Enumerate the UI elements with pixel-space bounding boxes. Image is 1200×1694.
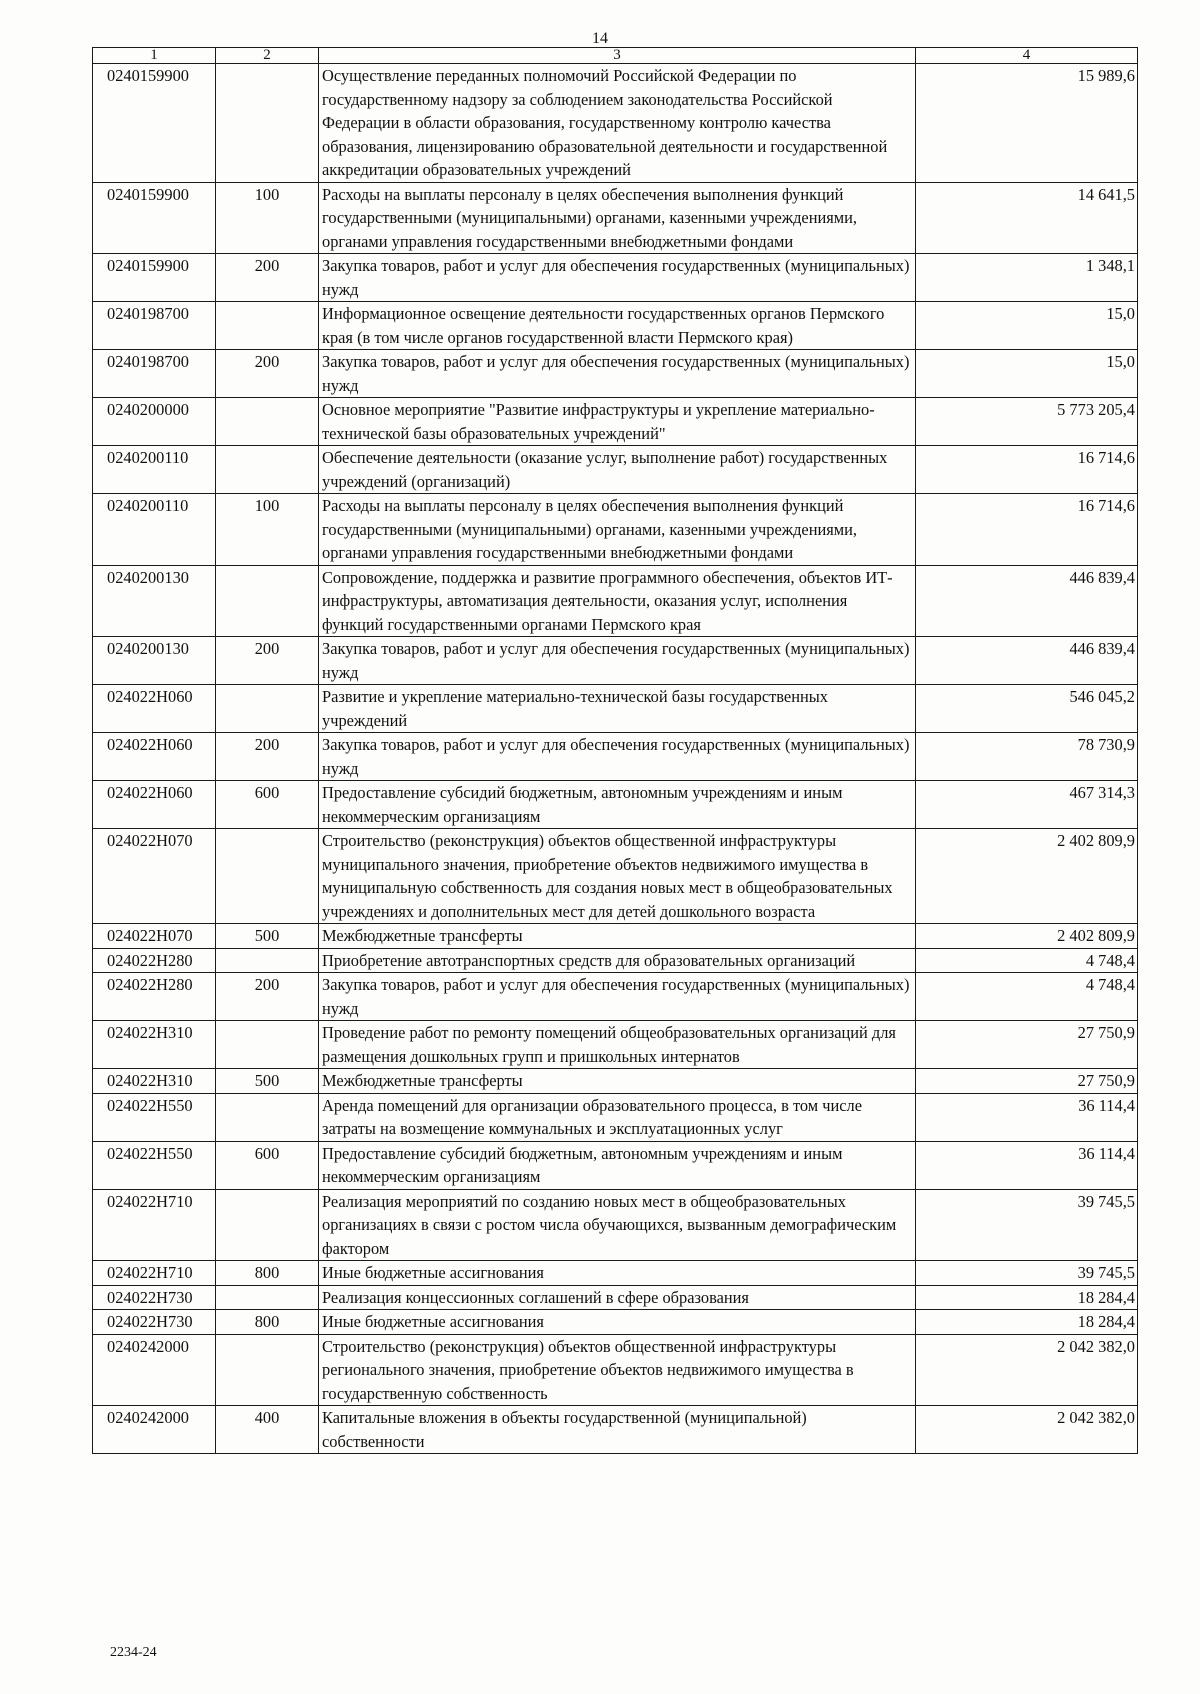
row-sum-cell: 14 641,5 bbox=[916, 182, 1138, 254]
row-name-cell: Закупка товаров, работ и услуг для обеспечения государственных (муниципальных) нужд bbox=[319, 733, 916, 781]
column-header: 1 bbox=[93, 48, 216, 64]
row-type-cell bbox=[216, 1285, 319, 1310]
row-type-cell: 200 bbox=[216, 350, 319, 398]
row-type-cell bbox=[216, 302, 319, 350]
table-row bbox=[93, 948, 1138, 973]
row-name-cell: Основное мероприятие "Развитие инфраструктуры и укрепление материально-технической базы образовательных учреждений" bbox=[319, 398, 916, 446]
table-row bbox=[93, 829, 1138, 924]
row-type-cell bbox=[216, 565, 319, 637]
table-row bbox=[93, 446, 1138, 494]
table-row bbox=[93, 254, 1138, 302]
table-row bbox=[93, 1069, 1138, 1094]
row-code-cell: 0240200000 bbox=[93, 398, 216, 446]
table-row bbox=[93, 733, 1138, 781]
row-type-cell: 100 bbox=[216, 494, 319, 566]
row-sum-cell: 78 730,9 bbox=[916, 733, 1138, 781]
row-type-cell: 800 bbox=[216, 1261, 319, 1286]
row-code-cell: 0240159900 bbox=[93, 254, 216, 302]
row-code-cell: 0240159900 bbox=[93, 64, 216, 183]
table-header-row bbox=[93, 48, 1138, 64]
row-type-cell: 400 bbox=[216, 1406, 319, 1454]
row-name-cell: Расходы на выплаты персоналу в целях обеспечения выполнения функций государственными (муниципальными) органами, казенными учреждениями, органами управления государственными внебюджетными фондами bbox=[319, 182, 916, 254]
table-row bbox=[93, 1334, 1138, 1406]
row-name-cell: Обеспечение деятельности (оказание услуг, выполнение работ) государственных учреждений (организаций) bbox=[319, 446, 916, 494]
row-type-cell bbox=[216, 685, 319, 733]
row-code-cell: 0240200110 bbox=[93, 494, 216, 566]
row-type-cell bbox=[216, 398, 319, 446]
row-sum-cell: 18 284,4 bbox=[916, 1310, 1138, 1335]
row-sum-cell: 2 402 809,9 bbox=[916, 924, 1138, 949]
table-row bbox=[93, 973, 1138, 1021]
budget-table-container bbox=[92, 47, 1137, 1454]
row-type-cell: 500 bbox=[216, 1069, 319, 1094]
row-type-cell: 200 bbox=[216, 637, 319, 685]
row-name-cell: Сопровождение, поддержка и развитие программного обеспечения, объектов ИТ-инфраструктуры, автоматизация деятельности, оказания услуг, исполнения функций государственными органами Пермского края bbox=[319, 565, 916, 637]
row-name-cell: Иные бюджетные ассигнования bbox=[319, 1261, 916, 1286]
table-row bbox=[93, 398, 1138, 446]
row-sum-cell: 36 114,4 bbox=[916, 1093, 1138, 1141]
row-name-cell: Межбюджетные трансферты bbox=[319, 924, 916, 949]
row-name-cell: Развитие и укрепление материально-технической базы государственных учреждений bbox=[319, 685, 916, 733]
document-code: 2234-24 bbox=[110, 1645, 157, 1660]
row-sum-cell: 15 989,6 bbox=[916, 64, 1138, 183]
row-type-cell: 800 bbox=[216, 1310, 319, 1335]
row-type-cell bbox=[216, 1093, 319, 1141]
row-name-cell: Предоставление субсидий бюджетным, автономным учреждениям и иным некоммерческим организациям bbox=[319, 1141, 916, 1189]
row-code-cell: 0240242000 bbox=[93, 1406, 216, 1454]
row-sum-cell: 39 745,5 bbox=[916, 1261, 1138, 1286]
row-code-cell: 024022Н310 bbox=[93, 1069, 216, 1094]
row-name-cell: Закупка товаров, работ и услуг для обеспечения государственных (муниципальных) нужд bbox=[319, 637, 916, 685]
row-code-cell: 0240200130 bbox=[93, 565, 216, 637]
row-name-cell: Расходы на выплаты персоналу в целях обеспечения выполнения функций государственными (муниципальными) органами, казенными учреждениями, органами управления государственными внебюджетными фондами bbox=[319, 494, 916, 566]
row-code-cell: 024022Н280 bbox=[93, 973, 216, 1021]
row-type-cell bbox=[216, 64, 319, 183]
row-sum-cell: 446 839,4 bbox=[916, 637, 1138, 685]
row-name-cell: Осуществление переданных полномочий Российской Федерации по государственному надзору за соблюдением законодательства Российской Федерации в области образования, государственному контролю качества образования, лицензированию образовательной деятельности и государственной аккредитации образовательных учреждений bbox=[319, 64, 916, 183]
row-type-cell: 200 bbox=[216, 733, 319, 781]
row-code-cell: 024022Н730 bbox=[93, 1285, 216, 1310]
table-row bbox=[93, 1189, 1138, 1261]
row-name-cell: Закупка товаров, работ и услуг для обеспечения государственных (муниципальных) нужд bbox=[319, 973, 916, 1021]
row-sum-cell: 2 402 809,9 bbox=[916, 829, 1138, 924]
row-type-cell: 600 bbox=[216, 1141, 319, 1189]
budget-table-body bbox=[93, 48, 1138, 1454]
table-row bbox=[93, 64, 1138, 183]
row-code-cell: 024022Н280 bbox=[93, 948, 216, 973]
row-sum-cell: 15,0 bbox=[916, 302, 1138, 350]
page-number: 14 bbox=[592, 30, 608, 47]
row-sum-cell: 16 714,6 bbox=[916, 446, 1138, 494]
row-sum-cell: 546 045,2 bbox=[916, 685, 1138, 733]
table-row bbox=[93, 182, 1138, 254]
row-code-cell: 024022Н550 bbox=[93, 1141, 216, 1189]
row-code-cell: 024022Н070 bbox=[93, 924, 216, 949]
row-sum-cell: 446 839,4 bbox=[916, 565, 1138, 637]
table-row bbox=[93, 924, 1138, 949]
row-code-cell: 0240198700 bbox=[93, 350, 216, 398]
row-sum-cell: 27 750,9 bbox=[916, 1021, 1138, 1069]
row-sum-cell: 15,0 bbox=[916, 350, 1138, 398]
row-name-cell: Приобретение автотранспортных средств для образовательных организаций bbox=[319, 948, 916, 973]
row-type-cell: 200 bbox=[216, 254, 319, 302]
table-row bbox=[93, 1310, 1138, 1335]
row-type-cell: 100 bbox=[216, 182, 319, 254]
row-sum-cell: 39 745,5 bbox=[916, 1189, 1138, 1261]
row-type-cell: 600 bbox=[216, 781, 319, 829]
column-header: 4 bbox=[916, 48, 1138, 64]
table-row bbox=[93, 685, 1138, 733]
row-code-cell: 0240198700 bbox=[93, 302, 216, 350]
table-row bbox=[93, 302, 1138, 350]
row-sum-cell: 27 750,9 bbox=[916, 1069, 1138, 1094]
row-name-cell: Реализация концессионных соглашений в сфере образования bbox=[319, 1285, 916, 1310]
table-row bbox=[93, 494, 1138, 566]
row-sum-cell: 2 042 382,0 bbox=[916, 1406, 1138, 1454]
row-name-cell: Аренда помещений для организации образовательного процесса, в том числе затраты на возмещение коммунальных и эксплуатационных услуг bbox=[319, 1093, 916, 1141]
row-name-cell: Межбюджетные трансферты bbox=[319, 1069, 916, 1094]
row-name-cell: Проведение работ по ремонту помещений общеобразовательных организаций для размещения дошкольных групп и пришкольных интернатов bbox=[319, 1021, 916, 1069]
table-row bbox=[93, 637, 1138, 685]
row-type-cell: 500 bbox=[216, 924, 319, 949]
row-sum-cell: 16 714,6 bbox=[916, 494, 1138, 566]
row-name-cell: Реализация мероприятий по созданию новых мест в общеобразовательных организациях в связи с ростом числа обучающихся, вызванным демографическим фактором bbox=[319, 1189, 916, 1261]
row-name-cell: Предоставление субсидий бюджетным, автономным учреждениям и иным некоммерческим организациям bbox=[319, 781, 916, 829]
row-code-cell: 024022Н550 bbox=[93, 1093, 216, 1141]
row-type-cell bbox=[216, 948, 319, 973]
table-row bbox=[93, 1285, 1138, 1310]
table-row bbox=[93, 565, 1138, 637]
row-sum-cell: 5 773 205,4 bbox=[916, 398, 1138, 446]
row-type-cell bbox=[216, 829, 319, 924]
column-header: 2 bbox=[216, 48, 319, 64]
row-code-cell: 0240200130 bbox=[93, 637, 216, 685]
row-type-cell bbox=[216, 1021, 319, 1069]
row-code-cell: 024022Н070 bbox=[93, 829, 216, 924]
row-name-cell: Иные бюджетные ассигнования bbox=[319, 1310, 916, 1335]
column-header: 3 bbox=[319, 48, 916, 64]
table-row bbox=[93, 781, 1138, 829]
row-sum-cell: 2 042 382,0 bbox=[916, 1334, 1138, 1406]
table-row bbox=[93, 1261, 1138, 1286]
row-code-cell: 0240242000 bbox=[93, 1334, 216, 1406]
row-name-cell: Закупка товаров, работ и услуг для обеспечения государственных (муниципальных) нужд bbox=[319, 254, 916, 302]
row-code-cell: 024022Н710 bbox=[93, 1189, 216, 1261]
row-code-cell: 024022Н730 bbox=[93, 1310, 216, 1335]
row-name-cell: Закупка товаров, работ и услуг для обеспечения государственных (муниципальных) нужд bbox=[319, 350, 916, 398]
table-row bbox=[93, 1141, 1138, 1189]
row-code-cell: 024022Н310 bbox=[93, 1021, 216, 1069]
table-row bbox=[93, 1021, 1138, 1069]
table-row bbox=[93, 1093, 1138, 1141]
row-sum-cell: 1 348,1 bbox=[916, 254, 1138, 302]
row-type-cell: 200 bbox=[216, 973, 319, 1021]
row-name-cell: Информационное освещение деятельности государственных органов Пермского края (в том числе органов государственной власти Пермского края) bbox=[319, 302, 916, 350]
row-type-cell bbox=[216, 1189, 319, 1261]
row-sum-cell: 4 748,4 bbox=[916, 948, 1138, 973]
row-code-cell: 024022Н710 bbox=[93, 1261, 216, 1286]
row-sum-cell: 467 314,3 bbox=[916, 781, 1138, 829]
row-code-cell: 0240159900 bbox=[93, 182, 216, 254]
row-name-cell: Капитальные вложения в объекты государственной (муниципальной) собственности bbox=[319, 1406, 916, 1454]
row-sum-cell: 36 114,4 bbox=[916, 1141, 1138, 1189]
table-row bbox=[93, 1406, 1138, 1454]
row-code-cell: 024022Н060 bbox=[93, 685, 216, 733]
row-code-cell: 024022Н060 bbox=[93, 733, 216, 781]
row-sum-cell: 18 284,4 bbox=[916, 1285, 1138, 1310]
budget-table bbox=[92, 47, 1138, 1454]
row-type-cell bbox=[216, 1334, 319, 1406]
row-type-cell bbox=[216, 446, 319, 494]
row-name-cell: Строительство (реконструкция) объектов общественной инфраструктуры муниципального значения, приобретение объектов недвижимого имущества в муниципальную собственность для создания новых мест в общеобразовательных учреждениях и дополнительных мест для детей дошкольного возраста bbox=[319, 829, 916, 924]
row-code-cell: 024022Н060 bbox=[93, 781, 216, 829]
row-sum-cell: 4 748,4 bbox=[916, 973, 1138, 1021]
row-name-cell: Строительство (реконструкция) объектов общественной инфраструктуры регионального значения, приобретение объектов недвижимого имущества в государственную собственность bbox=[319, 1334, 916, 1406]
table-row bbox=[93, 350, 1138, 398]
row-code-cell: 0240200110 bbox=[93, 446, 216, 494]
